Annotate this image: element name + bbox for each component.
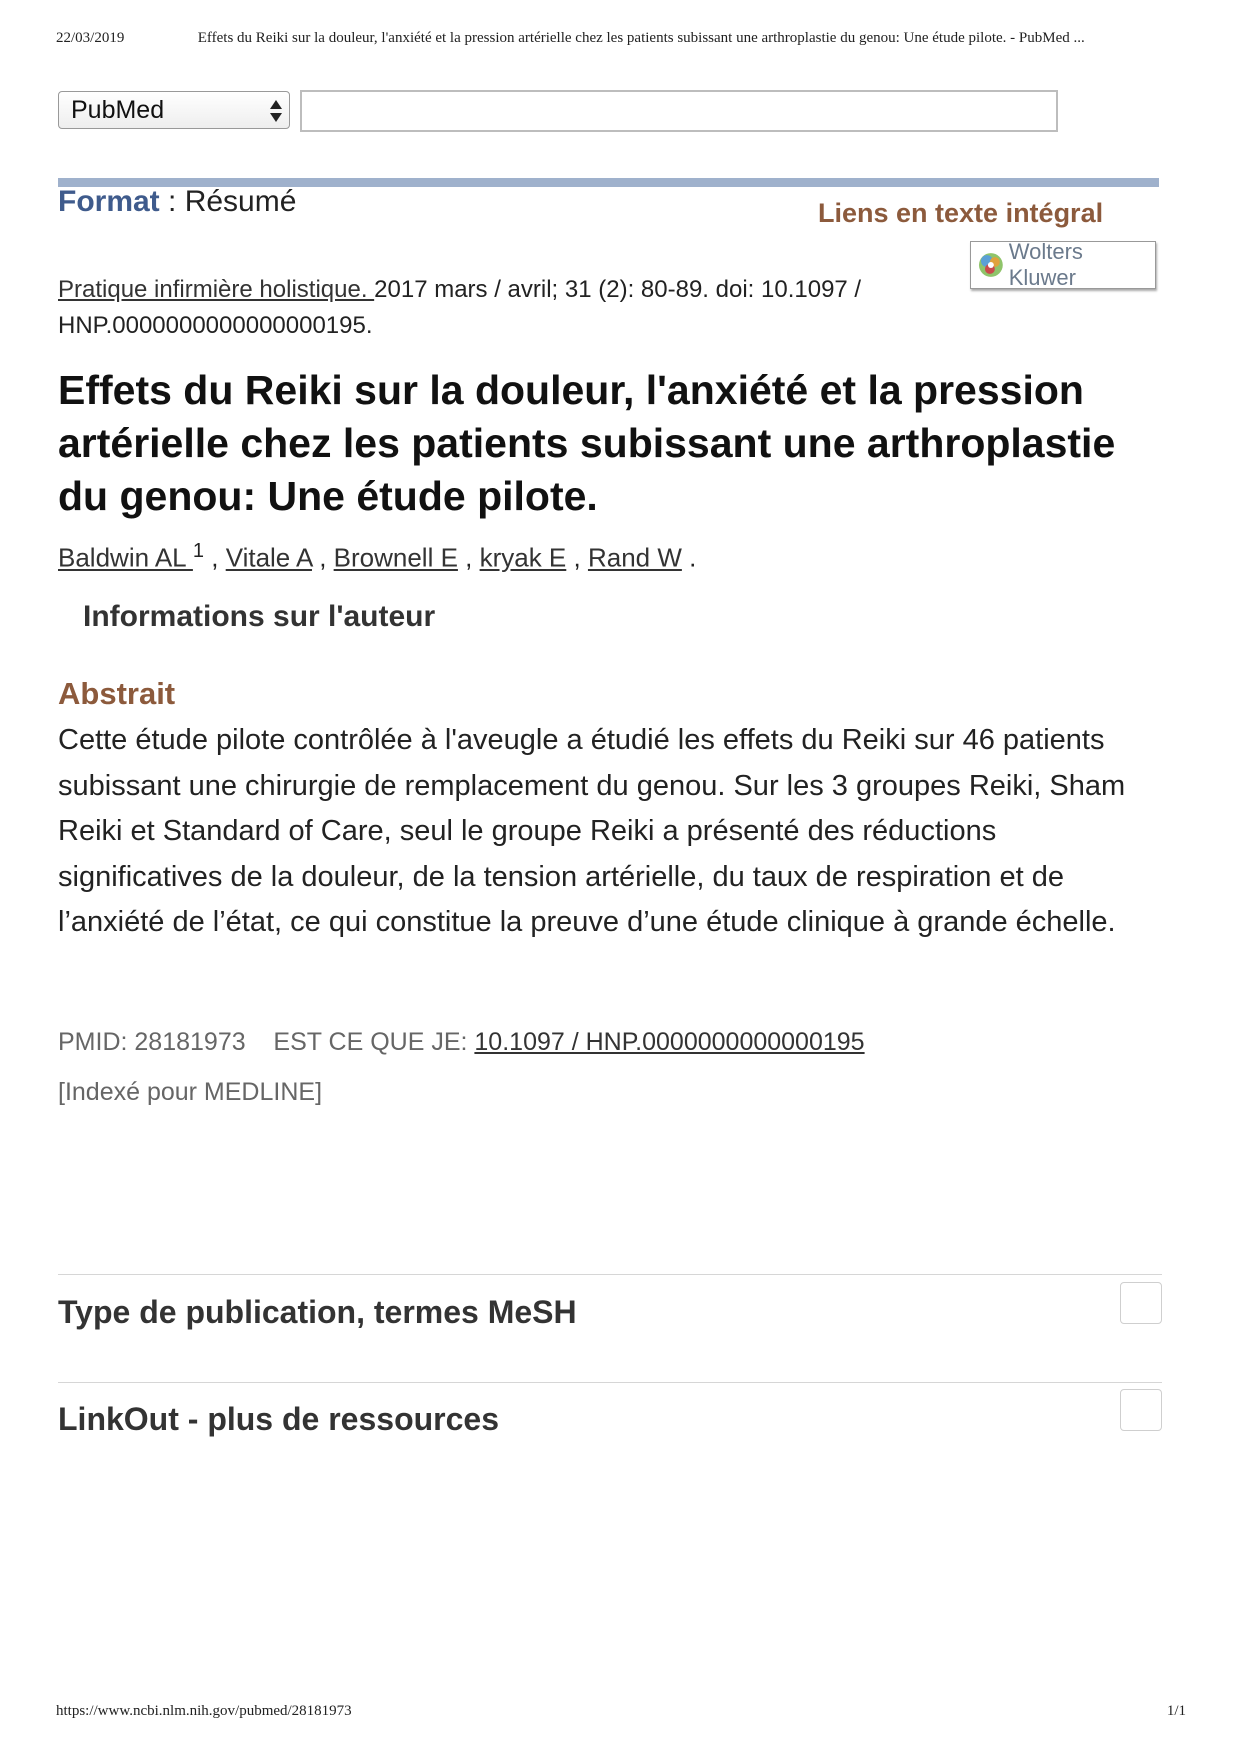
format-label: Format — [58, 185, 160, 218]
identifiers-line — [58, 1028, 865, 1057]
select-arrows-icon — [269, 98, 283, 124]
wolters-kluwer-label: Wolters Kluwer — [1008, 239, 1083, 290]
doi-link[interactable]: 10.1097 / HNP.0000000000000195 — [474, 1028, 865, 1056]
author-link[interactable]: Brownell E — [333, 542, 458, 573]
publication-type-mesh-section[interactable]: Type de publication, termes MeSH — [58, 1294, 577, 1330]
full-text-links-heading: Liens en texte intégral — [818, 198, 1104, 228]
format-value: Résumé — [184, 185, 297, 218]
format-selector[interactable] — [58, 185, 296, 219]
search-input[interactable] — [300, 90, 1058, 132]
expand-toggle[interactable] — [1120, 1389, 1162, 1431]
author-link[interactable]: kryak E — [479, 542, 567, 573]
print-page-title: Effets du Reiki sur la douleur, l'anxiété et la pression artérielle chez les patients subissant une arthroplastie du genou: Une étude pilote. - PubMed ... — [197, 30, 1085, 46]
wolters-kluwer-link[interactable] — [970, 241, 1156, 289]
page-url: https://www.ncbi.nlm.nih.gov/pubmed/28181973 — [56, 1703, 352, 1719]
journal-link[interactable]: Pratique infirmière holistique. — [58, 276, 375, 303]
author-link[interactable]: Baldwin AL — [58, 542, 193, 573]
citation — [58, 272, 938, 344]
abstract-heading: Abstrait — [58, 676, 176, 711]
abstract-text: Cette étude pilote contrôlée à l'aveugle a étudié les effets du Reiki sur 46 patients subissant une chirurgie de remplacement du genou. Sur les 3 groupes Reiki, Sham Reiki et Standard of Care, seul le groupe Reiki a présenté des réductions significatives de la douleur, de la tension artérielle, du taux de respiration et de l’anxiété de l’état, ce qui constitue la preuve d’une étude clinique à grande échelle. — [58, 724, 1126, 938]
author-link[interactable]: Rand W — [587, 542, 682, 573]
wolters-kluwer-logo-icon — [977, 251, 1005, 279]
author-list: Baldwin AL $^1$ , Vitale A , Brownell E , kryak E , Rand W . — [58, 540, 697, 573]
linkout-section[interactable]: LinkOut - plus de ressources — [58, 1401, 499, 1437]
format-separator: : — [159, 185, 185, 218]
page-number: 1/1 — [1166, 1703, 1186, 1719]
print-header — [56, 30, 1186, 47]
section-divider — [58, 1382, 1162, 1383]
author-info-toggle[interactable]: Informations sur l'auteur — [83, 600, 436, 633]
database-select[interactable] — [58, 91, 290, 129]
article-title: Effets du Reiki sur la douleur, l'anxiété et la pression artérielle chez les patients subissant une arthroplastie du genou: Une étude pilote. — [58, 367, 1116, 519]
author-link[interactable]: Vitale A — [225, 542, 312, 573]
author-affiliation-number[interactable]: 1 — [192, 540, 205, 562]
pmid: PMID: 28181973 — [58, 1028, 246, 1056]
indexed-status: [Indexé pour MEDLINE] — [58, 1078, 323, 1106]
doi-label: EST CE QUE JE: — [273, 1028, 475, 1056]
section-divider — [58, 1274, 1162, 1275]
expand-toggle[interactable] — [1120, 1282, 1162, 1324]
print-date: 22/03/2019 — [56, 30, 125, 46]
citation-details: 2017 mars / avril; 31 (2): 80-89. doi: 10.1097 / HNP.0000000000000000195. — [58, 276, 862, 339]
database-select-value: PubMed — [71, 96, 165, 124]
print-footer — [56, 1703, 1186, 1720]
